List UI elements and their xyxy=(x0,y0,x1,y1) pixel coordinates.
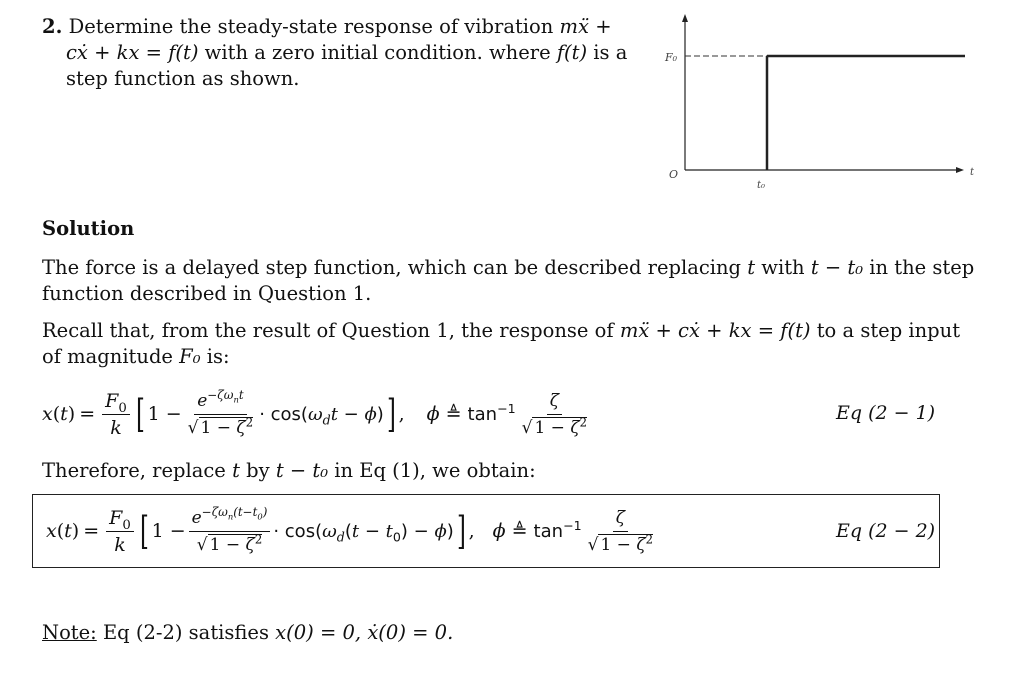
question-line-2: cẋ + kx = f(t) with a zero initial condition. where f(t) is a xyxy=(66,41,628,64)
note-label: Note: xyxy=(42,621,97,644)
equation-2-1: x ( t ) = $\frac{F_0}{k}$ [ 1 − $\frac{e^{-\zeta\omega_nt}}{√ 1 - \zeta^2}$ · $\cos(\omega_dt - \phi)$ ] , ϕ ≜ $\tan^{-1}$ $\frac{\zeta}{√ 1 - \zeta^2}$ xyxy=(42,387,588,439)
question-line-1: 2. Determine the steady-state response of vibration mẍ + xyxy=(42,15,612,38)
x-label-t: t xyxy=(970,167,975,178)
x-axis-arrow xyxy=(956,167,964,173)
t0-label: t₀ xyxy=(757,180,766,191)
y-axis-arrow xyxy=(682,14,688,22)
replace-sentence: Therefore, replace t by t − t₀ in Eq (1), we obtain: xyxy=(42,459,536,482)
question-number: 2. xyxy=(42,15,63,38)
solution-heading: Solution xyxy=(42,217,135,240)
note-line: Note: Eq (2-2) satisfies x(0) = 0, ẋ(0) = 0. xyxy=(42,621,454,644)
equation-2-1-tag: Eq (2 − 1) xyxy=(836,402,936,424)
step-function-figure xyxy=(655,10,985,195)
solution-paragraph-2: Recall that, from the result of Question 1, the response of mẍ + cẋ + kx = f(t) to a step input of magnitude F₀ is: xyxy=(42,319,961,368)
equation-2-2: x ( t ) = $\frac{F_0}{k}$ [ 1 − $\frac{e^{-\zeta\omega_n(t-t_0)}}{√ 1 - \zeta^2}$ · $\cos(\omega_d(t - t_0) - \phi)$ ] , ϕ ≜ $\tan^{-1}$ $\frac{\zeta}{√ 1 - \zeta^2}$ xyxy=(46,504,654,556)
solution-paragraph-1: The force is a delayed step function, which can be described replacing t with t − t₀ in the step function described in Question 1. xyxy=(42,256,975,305)
y-label-f0: F₀ xyxy=(665,51,678,64)
origin-label: O xyxy=(669,168,679,181)
question-block xyxy=(42,14,662,92)
question-line-3: step function as shown. xyxy=(66,67,300,90)
equation-2-2-tag: Eq (2 − 2) xyxy=(836,520,936,542)
